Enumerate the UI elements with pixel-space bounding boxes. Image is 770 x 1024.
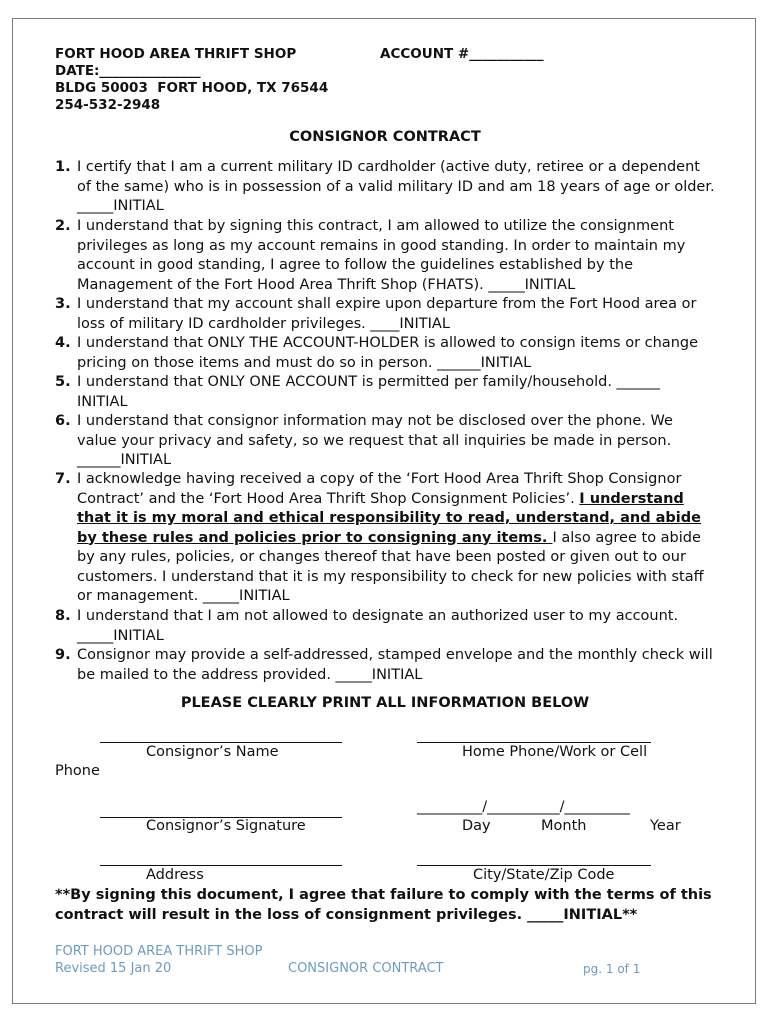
phone-label: Home Phone/Work or Cell <box>462 744 648 760</box>
footer-page: pg. 1 of 1 <box>583 962 641 976</box>
clause-text: I understand that ONLY ONE ACCOUNT is permitted per family/household. ______ INITIAL <box>77 374 661 410</box>
clause-number: 2. <box>55 218 71 234</box>
clause-number: 8. <box>55 608 71 624</box>
address-line[interactable] <box>100 865 342 866</box>
month-label: Month <box>541 818 587 834</box>
clause-3 <box>55 295 715 334</box>
clause-9 <box>55 646 715 685</box>
phone-line[interactable] <box>417 742 651 743</box>
footer-title: CONSIGNOR CONTRACT <box>288 961 444 976</box>
clause-text: I understand that my account shall expire upon departure from the Fort Hood area or loss of military ID cardholder privileges. ____INITIAL <box>77 296 697 332</box>
shop-phone: 254-532-2948 <box>55 97 161 113</box>
clause-text-rest: I also agree to abide by any rules, policies, or changes thereof that have been posted or given out to our customers. I understand that it is my responsibility to check for new policies with staff or management. _____INITIAL <box>77 529 704 604</box>
address-label: Address <box>146 867 204 883</box>
phone-label-continued: Phone <box>55 763 100 779</box>
footer-shop: FORT HOOD AREA THRIFT SHOP <box>55 944 263 959</box>
city-label: City/State/Zip Code <box>473 867 615 883</box>
account-number-field[interactable]: ACCOUNT #___________ <box>380 46 544 62</box>
clause-6 <box>55 412 715 471</box>
clause-text: I certify that I am a current military ID cardholder (active duty, retiree or a dependent of the same) who is in possession of a valid military ID and am 18 years of age or older. _____INITIAL <box>77 159 715 214</box>
signature-label: Consignor’s Signature <box>146 818 306 834</box>
clause-8 <box>55 607 715 646</box>
clause-number: 7. <box>55 471 71 487</box>
shop-name: FORT HOOD AREA THRIFT SHOP <box>55 46 297 62</box>
clause-4 <box>55 334 715 373</box>
clause-1 <box>55 158 715 217</box>
shop-address: BLDG 50003 FORT HOOD, TX 76544 <box>55 80 329 96</box>
clause-number: 1. <box>55 159 71 175</box>
footer-revised: Revised 15 Jan 20 <box>55 961 172 976</box>
clause-text <box>77 470 715 607</box>
clause-7 <box>55 470 715 607</box>
clause-2 <box>55 217 715 295</box>
city-line[interactable] <box>417 865 651 866</box>
clause-number: 9. <box>55 647 71 663</box>
date-blanks[interactable]: _________/__________/_________ <box>417 799 630 815</box>
clause-text: I understand that I am not allowed to designate an authorized user to my account. _____INITIAL <box>77 608 679 644</box>
name-line[interactable] <box>100 742 342 743</box>
clause-number: 6. <box>55 413 71 429</box>
clause-number: 4. <box>55 335 71 351</box>
print-heading: PLEASE CLEARLY PRINT ALL INFORMATION BELOW <box>180 695 590 711</box>
clause-number: 3. <box>55 296 71 312</box>
clause-text-emphasis: I understand that it is my moral and ethical responsibility to read, understand, and abide by these rules and policies prior to consigning any items. <box>77 490 701 546</box>
day-label: Day <box>462 818 491 834</box>
date-field[interactable]: DATE:_______________ <box>55 63 201 79</box>
year-label: Year <box>650 818 681 834</box>
clause-text: I understand that by signing this contract, I am allowed to utilize the consignment privileges as long as my account remains in good standing. In order to maintain my account in good standing, I agree to follow the guidelines established by the Management of the Fort Hood Area Thrift Shop (FHATS). _____INITIAL <box>77 218 686 293</box>
clause-text-intro: I acknowledge having received a copy of the ‘Fort Hood Area Thrift Shop Consignor Contract’ and the ‘Fort Hood Area Thrift Shop Consignment Policies’. <box>77 471 682 507</box>
clause-number: 5. <box>55 374 71 390</box>
clause-text: I understand that consignor information may not be disclosed over the phone. We value your privacy and safety, so we request that all inquiries be made in person. ______INITIAL <box>77 413 673 468</box>
name-label: Consignor’s Name <box>146 744 279 760</box>
clause-text: Consignor may provide a self-addressed, stamped envelope and the monthly check will be mailed to the address provided. _____INITIAL <box>77 647 713 683</box>
agreement-warning: **By signing this document, I agree that failure to comply with the terms of this contract will result in the loss of consignment privileges. _____INITIAL** <box>55 887 712 923</box>
page-title: CONSIGNOR CONTRACT <box>289 129 481 145</box>
clause-5 <box>55 373 715 412</box>
clause-text: I understand that ONLY THE ACCOUNT-HOLDER is allowed to consign items or change pricing on those items and must do so in person. ______INITIAL <box>77 335 699 371</box>
